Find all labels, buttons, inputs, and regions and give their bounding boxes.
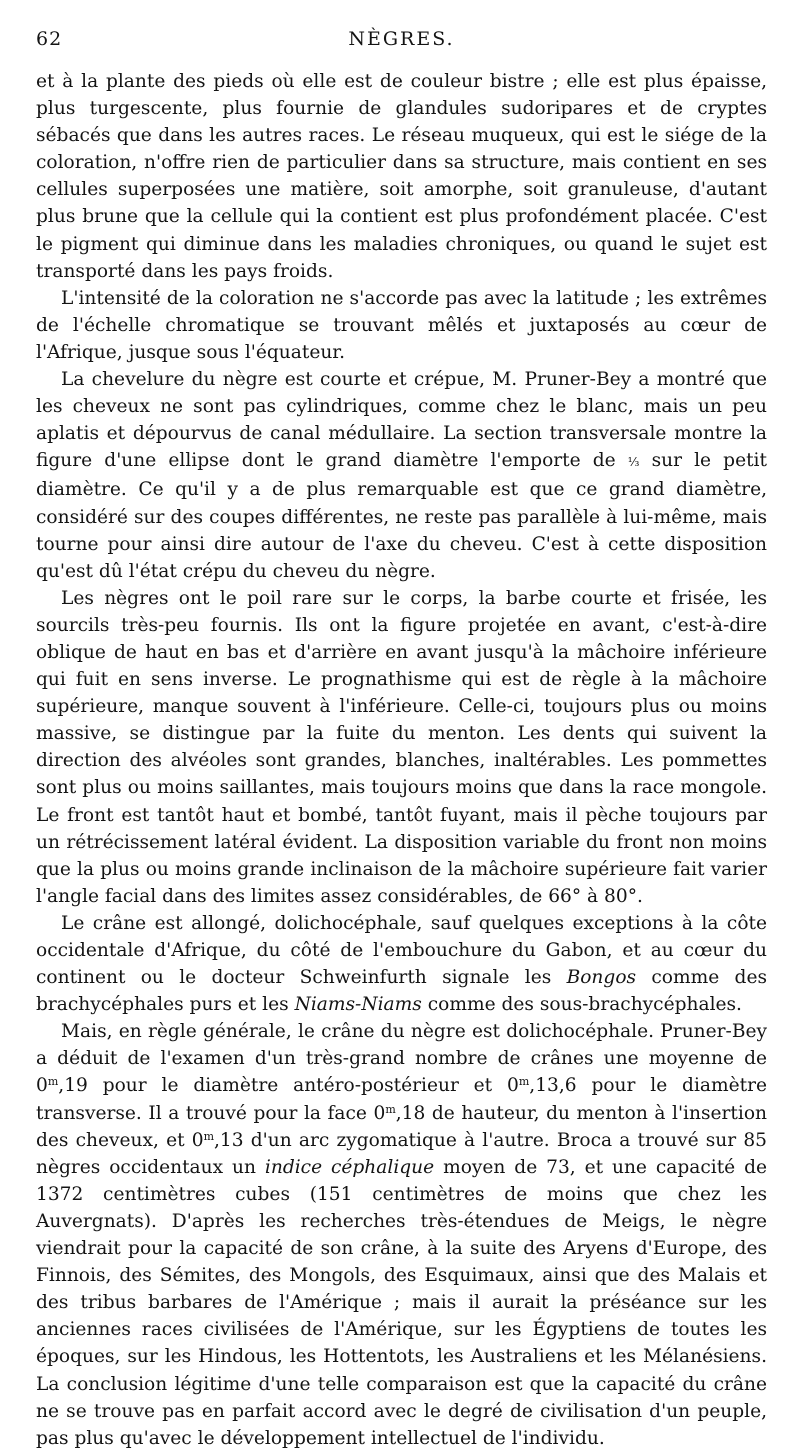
unit-superscript: m (203, 1129, 214, 1143)
paragraph-text: Le crâne est allongé, dolichocéphale, sauf quelques exceptions à la côte occidentale d'Afrique, du côté de l'embouchure du Gabon, et au cœur du continent ou le docteur Schweinfurth signale les (36, 912, 767, 989)
running-head (36, 28, 767, 68)
paragraph-text: et à la plante des pieds où elle est de couleur bistre ; elle est plus épaisse, plus turgescente, plus fournie de glandules sudoripares et de cryptes sébacés que dans les autres races. Le réseau muqueux, qui est le siége de la coloration, n'offre rien de particulier dans sa structure, mais contient en ses cellules superposées une matière, soit amorphe, soit granuleuse, d'autant plus brune que la cellule qui la contient est plus profondément placée. C'est le pigment qui diminue dans les maladies chroniques, ou quand le sujet est transporté dans les pays froids. (36, 71, 767, 282)
unit-superscript: m (47, 1075, 59, 1089)
paragraph-text: comme des brachycéphales purs et les (36, 967, 767, 1016)
paragraph-text: La chevelure du nègre est courte et crépue, M. Pruner-Bey a montré que les cheveux ne sont pas cylindriques, comme chez le blanc, mais un peu aplatis et dépourvus de canal médullaire. La section transversale montre la figure d'une ellipse dont le grand diamètre l'emporte de (36, 369, 767, 472)
paragraph-face (36, 585, 767, 910)
paragraph-skin (36, 68, 767, 285)
italic-term-indice: indice céphalique (264, 1156, 435, 1178)
paragraph-text: L'intensité de la coloration ne s'accorde pas avec la latitude ; les extrêmes de l'échelle chromatique se trouvant mêlés et juxtaposés au cœur de l'Afrique, jusque sous l'équateur. (36, 287, 767, 363)
paragraph-skull (36, 910, 767, 1018)
paragraph-coloration (36, 285, 767, 366)
paragraph-text: ,18 de hauteur, du menton à l'insertion des cheveux, et 0 (36, 1102, 767, 1151)
paragraph-text: ,19 pour le diamètre antéro-postérieur et 0 (58, 1075, 519, 1097)
italic-term-niams: Niams-Niams (294, 994, 422, 1016)
running-title: NÈGRES. (348, 28, 455, 50)
paragraph-text: ,13,6 pour le diamètre transverse. Il a trouvé pour la face 0 (36, 1075, 767, 1124)
unit-superscript: m (518, 1075, 530, 1089)
body-text (36, 68, 767, 1452)
paragraph-measurements (36, 1018, 767, 1452)
paragraph-text: Mais, en règle générale, le crâne du nègre est dolichocéphale. Pruner-Bey a déduit de l'examen d'un très-grand nombre de crânes une moyenne de 0 (36, 1021, 767, 1097)
paragraph-text: comme des sous-brachycéphales. (427, 994, 742, 1016)
fraction: ⅓ (627, 455, 640, 470)
paragraph-text: ,13 d'un arc zygomatique à l'autre. Broca a trouvé sur 85 nègres occidentaux un (36, 1129, 767, 1178)
page-number: 62 (36, 28, 63, 50)
paragraph-text: sur le petit diamètre. Ce qu'il y a de plus remarquable est que ce grand diamètre, considéré sur des coupes différentes, ne reste pas parallèle à lui-même, mais tourne pour ainsi dire autour de l'axe du cheveu. C'est à cette disposition qu'est dû l'état crépu du cheveu du nègre. (36, 450, 767, 582)
paragraph-hair (36, 366, 767, 585)
italic-term-bongos: Bongos (566, 967, 637, 989)
paragraph-text: moyen de 73, et une capacité de 1372 centimètres cubes (151 centimètres de moins que chez les Auvergnats). D'après les recherches très-étendues de Meigs, le nègre viendrait pour la capacité de son crâne, à la suite des Aryens d'Europe, des Finnois, des Sémites, des Mongols, des Esquimaux, ainsi que des Malais et des tribus barbares de l'Amérique ; mais il aurait la préséance sur les anciennes races civilisées de l'Amérique, sur les Égyptiens de toutes les époques, sur les Hindous, les Hottentots, les Australiens et les Mélanésiens. La conclusion légitime d'une telle comparaison est que la capacité du crâne ne se trouve pas en parfait accord avec le degré de civilisation d'un peuple, pas plus qu'avec le développement intellectuel de l'individu. (36, 1156, 767, 1449)
paragraph-text: Les nègres ont le poil rare sur le corps, la barbe courte et frisée, les sourcils très-peu fournis. Ils ont la figure projetée en avant, c'est-à-dire oblique de haut en bas et d'arrière en avant jusqu'à la mâchoire inférieure qui fuit en sens inverse. Le prognathisme qui est de règle à la mâchoire supérieure, manque souvent à l'inférieure. Celle-ci, toujours plus ou moins massive, se distingue par la fuite du menton. Les dents qui suivent la direction des alvéoles sont grandes, blanches, inaltérables. Les pommettes sont plus ou moins saillantes, mais toujours moins que dans la race mongole. Le front est tantôt haut et bombé, tantôt fuyant, mais il pèche toujours par un rétrécissement latéral évident. La disposition variable du front non moins que la plus ou moins grande inclinaison de la mâchoire supérieure fait varier l'angle facial dans des limites assez considérables, de 66° à 80°. (36, 587, 767, 907)
unit-superscript: m (385, 1102, 396, 1116)
